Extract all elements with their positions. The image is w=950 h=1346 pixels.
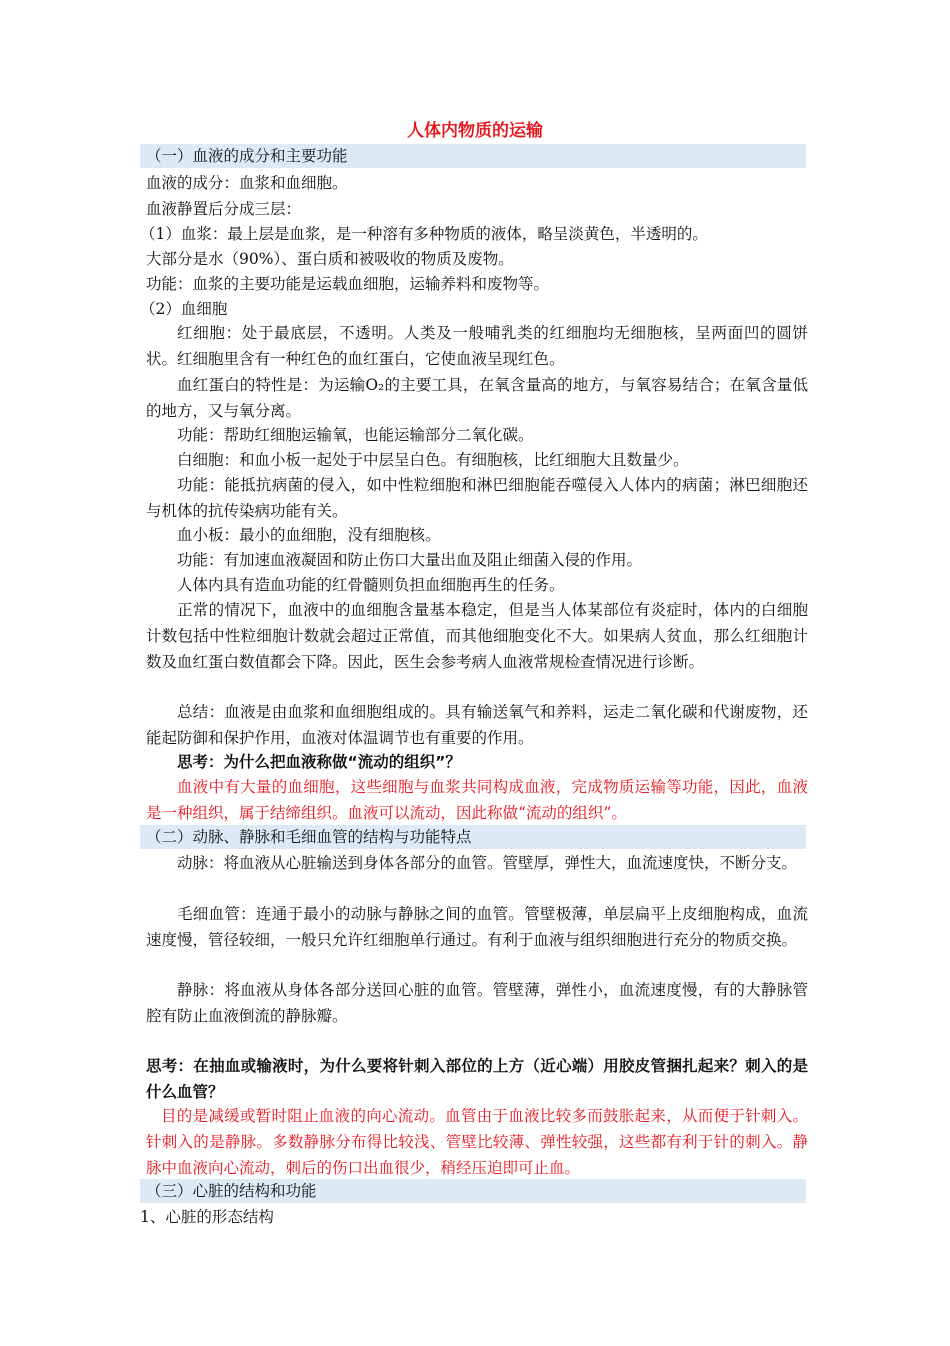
- paragraph: 功能：帮助红细胞运输氧，也能运输部分二氧化碳。: [177, 426, 534, 444]
- paragraph: 大部分是水（90%）、蛋白质和被吸收的物质及废物。: [146, 250, 514, 268]
- paragraph: 人体内具有造血功能的红骨髓则负担血细胞再生的任务。: [177, 576, 565, 594]
- think-question: 思考：为什么把血液称做“流动的组织”？: [177, 753, 461, 771]
- page-title: 人体内物质的运输: [407, 121, 543, 141]
- section-heading-2: （二）动脉、静脉和毛细血管的结构与功能特点: [140, 825, 806, 849]
- paragraph: 1、心脏的形态结构: [140, 1208, 274, 1226]
- paragraph: 白细胞：和血小板一起处于中层呈白色。有细胞核，比红细胞大且数量少。: [177, 451, 689, 469]
- paragraph: 功能：血浆的主要功能是运载血细胞，运输养料和废物等。: [146, 275, 550, 293]
- paragraph: 正常的情况下，血液中的血细胞含量基本稳定，但是当人体某部位有炎症时，体内的白细胞计数包括中性粒细胞计数就会超过正常值，而其他细胞变化不大。如果病人贫血，那么红细胞计数及血红蛋白数值都会下降。因此，医生会参考病人血液常规检查情况进行诊断。: [146, 601, 808, 671]
- paragraph: 血小板：最小的血细胞，没有细胞核。: [177, 526, 441, 544]
- paragraph: 功能：能抵抗病菌的侵入，如中性粒细胞和淋巴细胞能吞噬侵入人体内的病菌；淋巴细胞还与机体的抗传染病功能有关。: [146, 476, 808, 520]
- section-heading-3: （三）心脏的结构和功能: [140, 1179, 806, 1203]
- paragraph: 毛细血管：连通于最小的动脉与静脉之间的血管。管壁极薄，单层扁平上皮细胞构成，血流速度慢，管径较细，一般只允许红细胞单行通过。有利于血液与组织细胞进行充分的物质交换。: [146, 905, 808, 949]
- paragraph: 总结：血液是由血浆和血细胞组成的。具有输送氧气和养料，运走二氧化碳和代谢废物，还能起防御和保护作用，血液对体温调节也有重要的作用。: [146, 703, 808, 747]
- paragraph: 红细胞：处于最底层，不透明。人类及一般哺乳类的红细胞均无细胞核，呈两面凹的圆饼状。红细胞里含有一种红色的血红蛋白，它使血液呈现红色。: [146, 324, 808, 368]
- paragraph: 血液静置后分成三层：: [146, 200, 302, 218]
- think-question: 思考：在抽血或输液时，为什么要将针刺入部位的上方（近心端）用胶皮管捆扎起来？刺入的是什么血管？: [146, 1057, 808, 1101]
- paragraph: 动脉：将血液从心脏输送到身体各部分的血管。管壁厚，弹性大，血流速度快，不断分支。: [177, 854, 798, 872]
- section-heading-1: （一）血液的成分和主要功能: [140, 144, 806, 168]
- paragraph: 血液的成分：血浆和血细胞。: [146, 174, 348, 192]
- answer-paragraph: 目的是减缓或暂时阻止血液的向心流动。血管由于血液比较多而鼓胀起来，从而便于针刺入。针刺入的是静脉。多数静脉分布得比较浅、管壁比较薄、弹性较强，这些都有利于针的刺入。静脉中血液向心流动，刺后的伤口出血很少，稍经压迫即可止血。: [146, 1107, 808, 1177]
- paragraph: （2）血细胞: [140, 300, 228, 318]
- paragraph: （1）血浆：最上层是血浆，是一种溶有多种物质的液体，略呈淡黄色，半透明的。: [140, 225, 708, 243]
- answer-paragraph: 血液中有大量的血细胞，这些细胞与血浆共同构成血液，完成物质运输等功能，因此，血液是一种组织，属于结缔组织。血液可以流动，因此称做“流动的组织”。: [146, 778, 808, 822]
- paragraph: 血红蛋白的特性是：为运输O₂的主要工具，在氧含量高的地方，与氧容易结合；在氧含量低的地方，又与氧分离。: [146, 376, 808, 420]
- paragraph: 静脉：将血液从身体各部分送回心脏的血管。管壁薄，弹性小，血流速度慢，有的大静脉管腔有防止血液倒流的静脉瓣。: [146, 981, 808, 1025]
- paragraph: 功能：有加速血液凝固和防止伤口大量出血及阻止细菌入侵的作用。: [177, 551, 643, 569]
